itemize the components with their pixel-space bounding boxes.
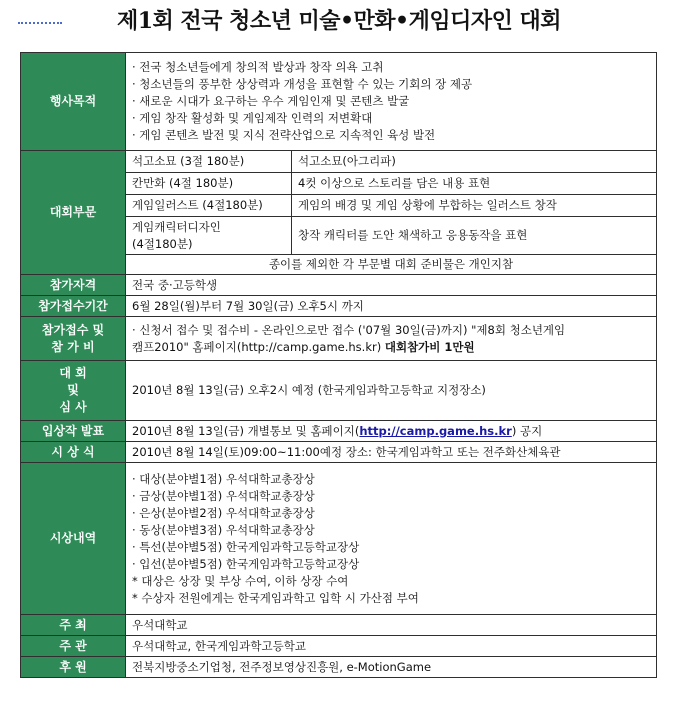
announce-label: 입상작 발표 (21, 421, 126, 442)
application-homepage: 캠프2010" 홈페이지(http://camp.game.hs.kr) (132, 339, 382, 354)
organizer-row (21, 636, 657, 657)
award-item: · 은상(분야별2점) 우석대학교총장상 (132, 505, 315, 520)
application-label (21, 317, 126, 361)
category-row (21, 151, 657, 173)
announce-suffix: ) 공지 (511, 423, 543, 438)
purpose-item: · 청소년들의 풍부한 상상력과 개성을 표현할 수 있는 기회의 장 제공 (132, 77, 473, 91)
application-value (126, 317, 657, 361)
ceremony-label: 시 상 식 (21, 442, 126, 463)
categories-label: 대회부문 (21, 151, 126, 275)
category-desc: 창작 캐릭터를 도안 채색하고 응용동작을 표현 (292, 217, 657, 255)
award-item: · 입선(분야별5점) 한국게임과학고등학교장상 (132, 556, 360, 571)
purpose-item: · 게임 창작 활성화 및 게임제작 인력의 저변확대 (132, 111, 373, 125)
document-title: 제1회 전국 청소년 미술•만화•게임디자인 대회 (116, 8, 562, 34)
contest-label-line2: 및 (67, 383, 79, 397)
category-name-line2: (4절180분) (132, 236, 193, 251)
ceremony-value: 2010년 8월 14일(토)09:00~11:00예정 장소: 한국게임과학고 또는 전주화산체육관 (126, 442, 657, 463)
host-label: 주 최 (21, 615, 126, 636)
organizer-value: 우석대학교, 한국게임과학고등학교 (126, 636, 657, 657)
period-value: 6월 28일(월)부터 7월 30일(금) 오후5시 까지 (126, 296, 657, 317)
announce-prefix: 2010년 8월 13일(금) 개별통보 및 홈페이지( (132, 423, 360, 438)
host-value: 우석대학교 (126, 615, 657, 636)
category-note: 종이를 제외한 각 부문별 대회 준비물은 개인지참 (126, 255, 657, 275)
awards-content (126, 463, 657, 615)
application-line1: · 신청서 접수 및 접수비 - 온라인으로만 접수 ('07월 30일(금)까지) "제8회 청소년게임 (132, 322, 566, 337)
ceremony-row (21, 442, 657, 463)
award-item: · 동상(분야별3점) 우석대학교총장상 (132, 522, 315, 537)
application-row (21, 317, 657, 361)
purpose-label: 행사목적 (21, 53, 126, 151)
purpose-item: · 게임 콘텐츠 발전 및 지식 전략산업으로 지속적인 육성 발전 (132, 128, 436, 142)
sponsor-row (21, 657, 657, 678)
sponsor-value: 전북지방중소기업청, 전주정보영상진흥원, e-MotionGame (126, 657, 657, 678)
award-note: * 대상은 상장 및 부상 수여, 이하 상장 수여 (132, 573, 349, 588)
category-name: 게임일러스트 (4절180분) (126, 195, 292, 217)
award-note: * 수상자 전원에게는 한국게임과학고 입학 시 가산점 부여 (132, 590, 419, 605)
contest-label (21, 361, 126, 421)
eligibility-value: 전국 중·고등학생 (126, 275, 657, 296)
application-label-line1: 참가접수 및 (41, 322, 105, 337)
organizer-label: 주 관 (21, 636, 126, 657)
announce-row (21, 421, 657, 442)
award-item: · 특선(분야별5점) 한국게임과학고등학교장상 (132, 539, 360, 554)
contest-value: 2010년 8월 13일(금) 오후2시 예정 (한국게임과학고등학교 지정장소) (126, 361, 657, 421)
awards-row (21, 463, 657, 615)
announce-value (126, 421, 657, 442)
category-name: 칸만화 (4절 180분) (126, 173, 292, 195)
application-fee: 대회참가비 1만원 (384, 339, 475, 354)
award-item: · 대상(분야별1점) 우석대학교총장상 (132, 471, 315, 486)
application-line2 (132, 339, 650, 356)
category-desc: 석고소묘(아그리파) (292, 151, 657, 173)
contest-label-line1: 대 회 (59, 366, 87, 380)
contest-row (21, 361, 657, 421)
purpose-content (126, 53, 657, 151)
category-name (126, 217, 292, 255)
category-desc: 게임의 배경 및 게임 상황에 부합하는 일러스트 창작 (292, 195, 657, 217)
period-label: 참가접수기간 (21, 296, 126, 317)
eligibility-label: 참가자격 (21, 275, 126, 296)
awards-label: 시상내역 (21, 463, 126, 615)
period-row (21, 296, 657, 317)
purpose-row (21, 53, 657, 151)
sponsor-label: 후 원 (21, 657, 126, 678)
category-desc: 4컷 이상으로 스토리를 담은 내용 표현 (292, 173, 657, 195)
host-row (21, 615, 657, 636)
purpose-item: · 새로운 시대가 요구하는 우수 게임인재 및 콘텐츠 발굴 (132, 94, 410, 108)
category-name: 석고소묘 (3절 180분) (126, 151, 292, 173)
purpose-item: · 전국 청소년들에게 창의적 발상과 창작 의욕 고취 (132, 60, 384, 74)
award-item: · 금상(분야별1점) 우석대학교총장상 (132, 488, 315, 503)
homepage-link[interactable]: http://camp.game.hs.kr (359, 423, 512, 438)
category-name-line1: 게임캐릭터디자인 (132, 219, 221, 234)
contest-info-table (20, 52, 657, 678)
contest-label-line3: 심 사 (59, 400, 87, 414)
application-label-line2: 참 가 비 (51, 339, 95, 354)
eligibility-row (21, 275, 657, 296)
